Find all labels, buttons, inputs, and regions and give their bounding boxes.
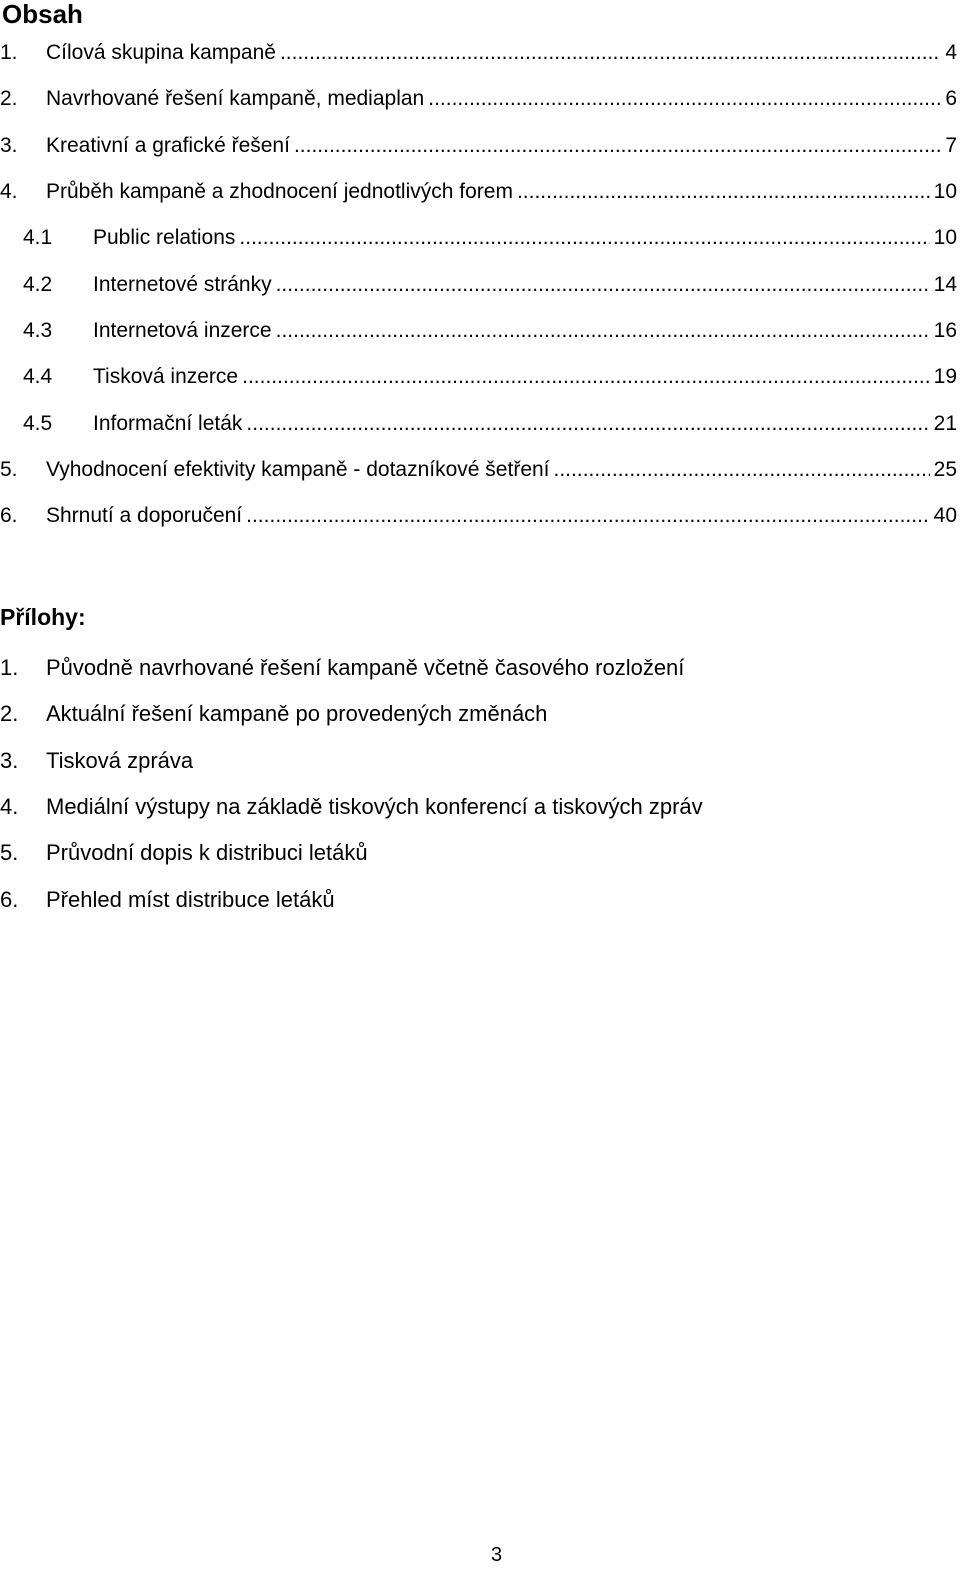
toc-dot-leader [428, 87, 941, 111]
toc-entry[interactable] [0, 30, 957, 76]
toc-entry-number: 5. [0, 457, 18, 481]
toc-heading: Obsah [2, 0, 83, 29]
toc-entry-title: Shrnutí a doporučení [46, 504, 243, 528]
toc-dot-leader [246, 504, 930, 528]
appendix-list [0, 645, 703, 923]
toc-entry-number: 4.2 [23, 272, 53, 296]
page-number: 3 [490, 1544, 503, 1566]
toc-entry-page: 21 [933, 411, 957, 435]
toc-entry-title: Vyhodnocení efektivity kampaně - dotazníkové šetření [46, 457, 550, 481]
toc-subentry[interactable] [0, 400, 957, 446]
toc-dot-leader [246, 412, 929, 436]
toc-entry-title: Public relations [93, 226, 236, 250]
toc-entry-number: 1. [0, 41, 18, 65]
toc-entry-number: 4. [0, 180, 18, 204]
toc-subentry[interactable] [0, 308, 957, 354]
toc-subentry[interactable] [0, 354, 957, 400]
appendix-item [0, 691, 703, 737]
toc-dot-leader [294, 134, 941, 158]
appendices-heading: Přílohy: [0, 604, 86, 630]
toc-dot-leader [242, 365, 930, 389]
toc-entry-title: Navrhované řešení kampaně, mediaplan [46, 87, 425, 111]
toc-dot-leader [239, 226, 929, 250]
toc-dot-leader [276, 319, 930, 343]
toc-subentry[interactable] [0, 261, 957, 307]
toc-dot-leader [554, 458, 930, 482]
appendix-title: Tisková zpráva [46, 747, 194, 773]
appendix-title: Aktuální řešení kampaně po provedených změnách [46, 701, 548, 727]
toc-entry-number: 4.4 [23, 365, 53, 389]
appendix-number: 3. [0, 747, 19, 773]
toc-entry-page: 16 [933, 318, 957, 342]
toc-entry-number: 3. [0, 133, 18, 157]
appendix-title: Původně navrhované řešení kampaně včetně časového rozložení [46, 655, 685, 681]
toc-entry-title: Cílová skupina kampaně [46, 41, 276, 65]
toc-entry-title: Průběh kampaně a zhodnocení jednotlivých forem [46, 180, 513, 204]
appendix-title: Přehled míst distribuce letáků [46, 886, 335, 912]
toc-entry-page: 10 [933, 180, 957, 204]
table-of-contents [0, 30, 957, 539]
appendix-item [0, 645, 703, 691]
toc-entry-number: 4.3 [23, 318, 53, 342]
appendix-number: 6. [0, 886, 19, 912]
appendix-title: Průvodní dopis k distribuci letáků [46, 840, 368, 866]
toc-entry[interactable] [0, 447, 957, 493]
appendix-number: 5. [0, 840, 19, 866]
toc-dot-leader [517, 180, 930, 204]
appendix-item [0, 830, 703, 876]
toc-entry-page: 6 [945, 87, 957, 111]
toc-entry-page: 25 [933, 457, 957, 481]
toc-entry-title: Kreativní a grafické řešení [46, 133, 290, 157]
toc-entry-number: 4.5 [23, 411, 53, 435]
toc-entry[interactable] [0, 493, 957, 539]
toc-entry[interactable] [0, 76, 957, 122]
toc-entry-title: Informační leták [93, 411, 243, 435]
toc-entry-page: 7 [945, 133, 957, 157]
toc-entry-page: 14 [933, 272, 957, 296]
toc-entry-page: 19 [933, 365, 957, 389]
toc-entry-page: 40 [933, 504, 957, 528]
toc-entry-page: 10 [933, 226, 957, 250]
toc-entry-page: 4 [945, 41, 957, 65]
appendix-item [0, 784, 703, 830]
appendix-number: 1. [0, 655, 19, 681]
appendix-item [0, 738, 703, 784]
toc-dot-leader [276, 273, 930, 297]
appendix-item [0, 876, 703, 922]
appendix-title: Mediální výstupy na základě tiskových konferencí a tiskových zpráv [46, 794, 703, 820]
toc-entry[interactable] [0, 123, 957, 169]
toc-subentry[interactable] [0, 215, 957, 261]
toc-entry-title: Internetová inzerce [93, 318, 272, 342]
appendix-number: 2. [0, 701, 19, 727]
toc-entry[interactable] [0, 169, 957, 215]
toc-dot-leader [280, 41, 941, 65]
appendix-number: 4. [0, 794, 19, 820]
toc-entry-title: Internetové stránky [93, 272, 272, 296]
toc-entry-number: 4.1 [23, 226, 53, 250]
toc-entry-number: 2. [0, 87, 18, 111]
toc-entry-number: 6. [0, 504, 18, 528]
toc-entry-title: Tisková inzerce [93, 365, 239, 389]
